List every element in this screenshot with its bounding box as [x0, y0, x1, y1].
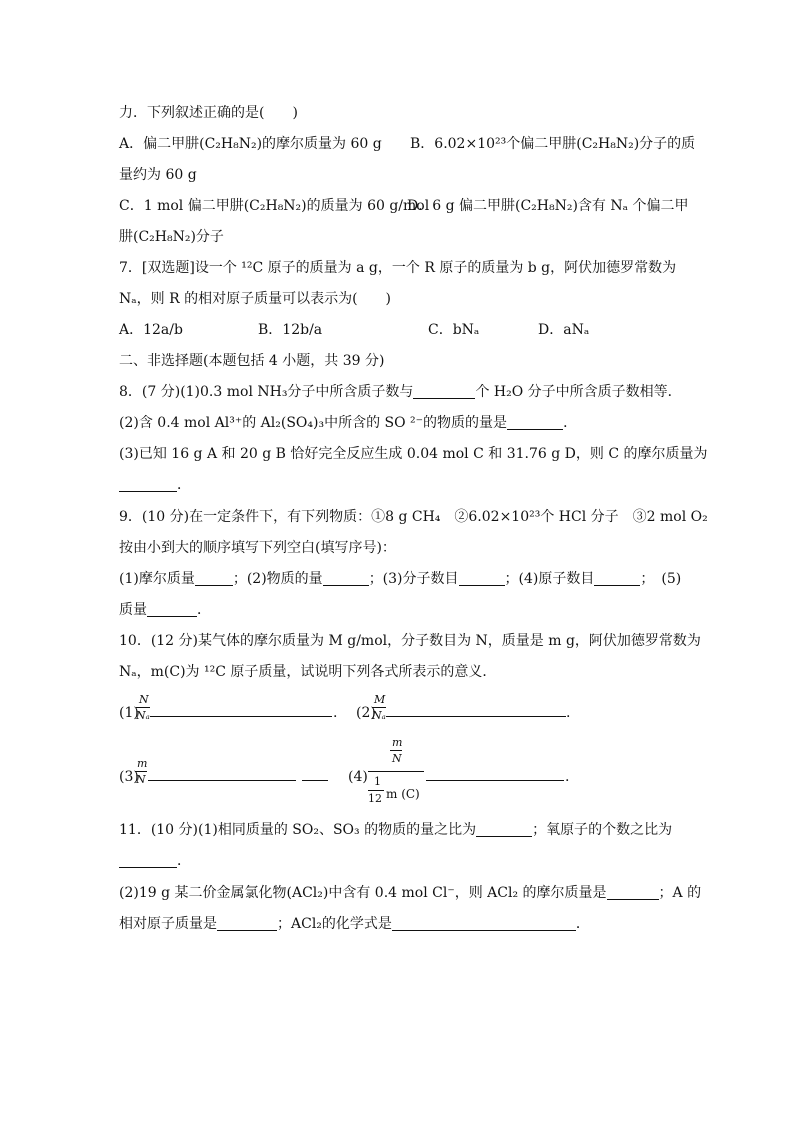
q10-expr3-denominator: N — [136, 773, 146, 786]
answer-blank — [119, 477, 177, 492]
q10-expr2-numerator: M — [374, 693, 386, 706]
q9-line2: 按由小到大的顺序填写下列空白(填写序号)： — [119, 540, 396, 556]
q9-part1: (1)摩尔质量 — [119, 571, 195, 587]
answer-line — [426, 780, 564, 781]
answer-blank — [607, 885, 659, 900]
q8-line1-text-b: 个 H₂O 分子中所含质子数相等． — [475, 384, 682, 400]
fraction-bar — [136, 707, 150, 708]
q7-stem-line1: 7．[双选题]设一个 ¹²C 原子的质量为 a g，一个 R 原子的质量为 b g，阿伏加德罗常数为 — [119, 260, 677, 276]
q8-line1-text-a: 8．(7 分)(1)0.3 mol NH₃分子中所含质子数与 — [119, 384, 414, 400]
answer-blank — [507, 415, 563, 430]
q11-line1 — [119, 820, 672, 840]
answer-blank — [147, 602, 197, 617]
q6-option-b: B．6.02×10²³个偏二甲肼(C₂H₈N₂)分子的质 — [410, 136, 696, 152]
fraction-bar — [368, 790, 384, 791]
q10-expr2-dot: . — [566, 705, 571, 721]
main-fraction-bar — [368, 771, 424, 772]
q8-line3: (3)已知 16 g A 和 20 g B 恰好完全反应生成 0.04 mol C 和 31.76 g D，则 C 的摩尔质量为 — [119, 446, 708, 462]
q11-line4-text-b: ；ACl₂的化学式是 — [277, 916, 392, 932]
q8-line2-text-a: (2)含 0.4 mol Al³⁺的 Al₂(SO₄)₃中所含的 SO ²⁻的物质的量是 — [119, 415, 508, 431]
q7-option-b: B．12b/a — [258, 322, 323, 338]
q8-line4 — [119, 475, 191, 495]
answer-line — [150, 716, 332, 717]
q11-line3-text-b: ；A 的 — [658, 885, 702, 901]
q6-option-c: C．1 mol 偏二甲肼(C₂H₈N₂)的质量为 60 g/mol — [119, 198, 430, 214]
q8-line2 — [119, 413, 577, 433]
q9-part6: 质量 — [119, 602, 147, 618]
q11-line2 — [119, 851, 191, 871]
q6-option-d-cont: 肼(C₂H₈N₂)分子 — [119, 229, 224, 245]
q9-part3: ；(3)分子数目 — [368, 571, 459, 587]
q10-expr1-dot: . — [333, 705, 338, 721]
q6-option-b-cont: 量约为 60 g — [119, 167, 197, 183]
q11-line4-text-c: ． — [575, 916, 590, 932]
fraction-bar — [390, 750, 402, 751]
q10-expr1-denominator: Nₐ — [136, 709, 150, 722]
q7-option-a: A．12a/b — [119, 322, 183, 338]
q9-part5: ； (5) — [640, 571, 682, 587]
fraction-bar — [135, 771, 147, 772]
q9-line4 — [119, 600, 211, 620]
q10-expr4-mc: m (C) — [386, 787, 420, 801]
q9-part2: ；(2)物质的量 — [232, 571, 323, 587]
q9-part4: ；(4)原子数目 — [504, 571, 595, 587]
answer-blank — [217, 916, 277, 931]
q10-expr4-inner-numerator: m — [392, 736, 403, 749]
answer-line — [148, 780, 296, 781]
q7-option-d: D．aNₐ — [538, 322, 590, 338]
q10-expr2-label: (2) — [356, 705, 376, 721]
answer-line — [386, 716, 566, 717]
q10-expr4-inner-denominator: N — [392, 752, 402, 765]
q9-line1: 9．(10 分)在一定条件下，有下列物质：①8 g CH₄ ②6.02×10²³个 HCl 分子 ③2 mol O₂ — [119, 509, 708, 525]
answer-line — [302, 780, 328, 781]
section-heading: 二、非选择题(本题包括 4 小题，共 39 分) — [119, 353, 385, 369]
q7-stem-line2: Nₐ，则 R 的相对原子质量可以表示为( ) — [119, 291, 392, 307]
q6-option-d: D．6 g 偏二甲肼(C₂H₈N₂)含有 Nₐ 个偏二甲 — [407, 198, 689, 214]
q11-line3 — [119, 883, 701, 903]
q11-line4 — [119, 914, 590, 934]
answer-blank — [119, 853, 177, 868]
q10-expr4-twelve: 12 — [368, 792, 382, 805]
q10-line1: 10．(12 分)某气体的摩尔质量为 M g/mol，分子数目为 N，质量是 m g，阿伏加德罗常数为 — [119, 633, 701, 649]
q9-part7: ． — [197, 602, 211, 618]
answer-blank — [392, 916, 576, 931]
q9-line3 — [119, 569, 681, 589]
answer-blank — [323, 571, 369, 586]
q6-stem: 力．下列叙述正确的是( ) — [119, 105, 298, 121]
q10-expr2-denominator: Nₐ — [372, 709, 386, 722]
q11-line4-text-a: 相对原子质量是 — [119, 916, 217, 932]
q11-line1-text-b: ；氧原子的个数之比为 — [532, 822, 673, 838]
q8-line4-text: ． — [177, 477, 191, 493]
q7-option-c: C．bNₐ — [428, 322, 480, 338]
fraction-bar — [372, 707, 386, 708]
q10-expr3-numerator: m — [137, 757, 148, 770]
q10-line2: Nₐ，m(C)为 ¹²C 原子质量，试说明下列各式所表示的意义． — [119, 664, 497, 680]
q11-line3-text-a: (2)19 g 某二价金属氯化物(ACl₂)中含有 0.4 mol Cl⁻，则 ACl₂ 的摩尔质量是 — [119, 885, 607, 901]
q6-option-a: A．偏二甲肼(C₂H₈N₂)的摩尔质量为 60 g — [119, 136, 382, 152]
q10-expr4-dot: . — [565, 769, 570, 785]
answer-blank — [459, 571, 505, 586]
answer-blank — [195, 571, 233, 586]
q10-expr3-label: (3) — [119, 769, 139, 785]
q11-line1-text-a: 11．(10 分)(1)相同质量的 SO₂、SO₃ 的物质的量之比为 — [119, 822, 477, 838]
q10-expr4-label: (4) — [348, 769, 368, 785]
q8-line2-text-b: ． — [563, 415, 578, 431]
q10-expr4-one: 1 — [374, 775, 381, 788]
answer-blank — [413, 384, 475, 399]
answer-blank — [476, 822, 532, 837]
answer-blank — [594, 571, 640, 586]
q8-line1 — [119, 382, 682, 402]
q10-expr1-label: (1) — [119, 705, 139, 721]
q11-line2-text: ． — [177, 853, 191, 869]
q10-expr1-numerator: N — [139, 693, 149, 706]
